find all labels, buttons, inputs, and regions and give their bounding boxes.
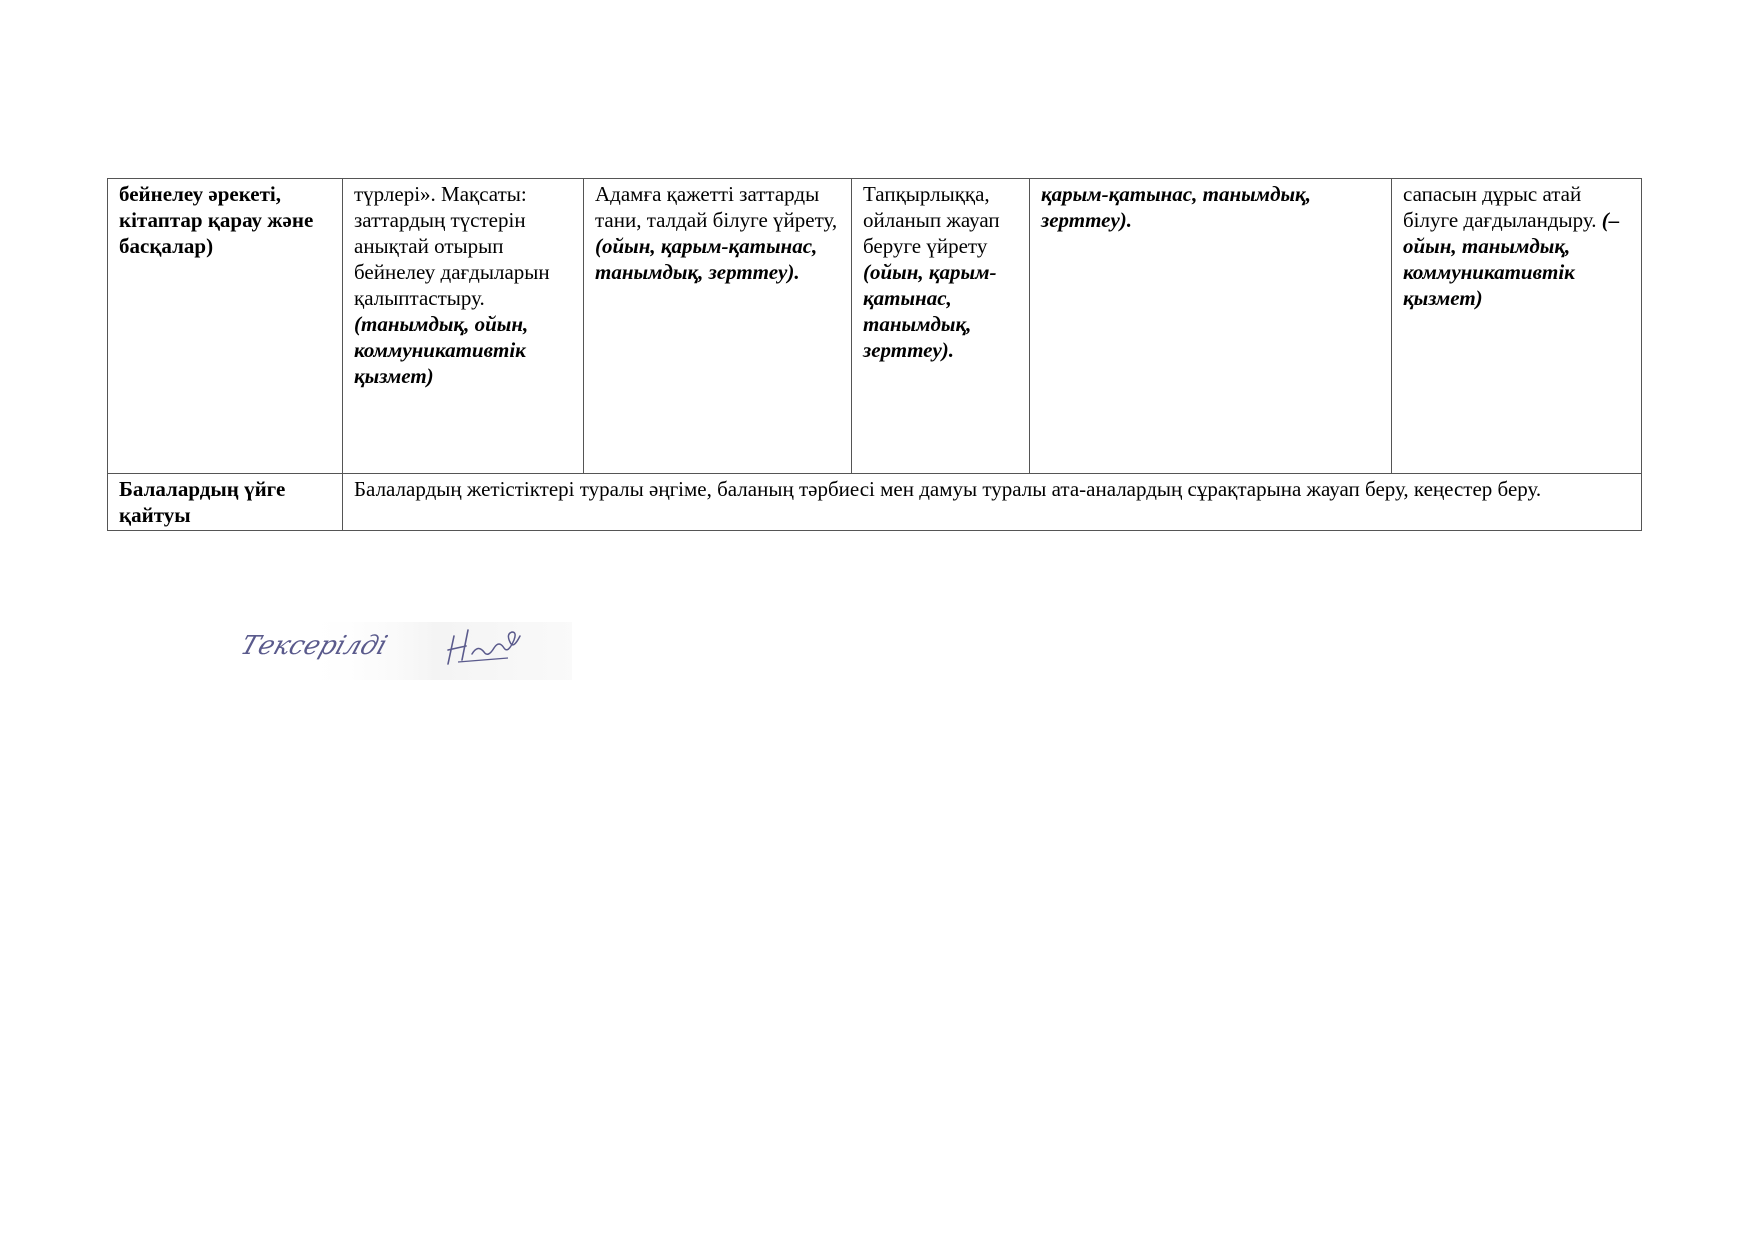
cell-text: түрлері». Мақсаты: заттардың түстерін анықтай отырып бейнелеу дағдыларын қалыптастыру. bbox=[354, 182, 550, 310]
table-cell bbox=[852, 179, 1030, 474]
table-cell bbox=[1030, 179, 1392, 474]
table-row bbox=[108, 474, 1642, 531]
signature-text: Тексерілді bbox=[236, 630, 392, 661]
cell-text: Адамға қажетті заттарды тани, талдай білуге үйрету, bbox=[595, 182, 838, 232]
table-cell bbox=[1392, 179, 1642, 474]
cell-text: сапасын дұрыс атай білуге дағдыландыру. bbox=[1403, 182, 1597, 232]
cell-text: Тапқырлыққа, ойланып жауап беруге үйрету bbox=[863, 182, 1000, 258]
activity-types: (– ойын, танымдық, коммуникативтік қызмет) bbox=[1403, 208, 1620, 310]
signature-image bbox=[232, 608, 572, 680]
table-cell bbox=[343, 179, 584, 474]
cell-text: Балалардың жетістіктері туралы әңгіме, баланың тәрбиесі мен дамуы туралы ата-аналардың сұрақтарына жауап беру, кеңестер беру. bbox=[354, 477, 1542, 501]
table-cell bbox=[584, 179, 852, 474]
activity-types: (танымдық, ойын, коммуникативтік қызмет) bbox=[354, 312, 529, 388]
row-label: Балалардың үйге қайтуы bbox=[119, 477, 286, 527]
plan-table bbox=[107, 178, 1642, 531]
table-cell bbox=[108, 474, 343, 531]
table-cell bbox=[343, 474, 1642, 531]
row-label: бейнелеу әрекеті, кітаптар қарау және басқалар) bbox=[119, 182, 314, 258]
activity-types: (ойын, қарым-қатынас, танымдық, зерттеу). bbox=[595, 234, 818, 284]
table-row bbox=[108, 179, 1642, 474]
activity-types: (ойын, қарым-қатынас, танымдық, зерттеу). bbox=[863, 260, 997, 362]
activity-types: қарым-қатынас, танымдық, зерттеу). bbox=[1041, 182, 1311, 232]
table-cell bbox=[108, 179, 343, 474]
